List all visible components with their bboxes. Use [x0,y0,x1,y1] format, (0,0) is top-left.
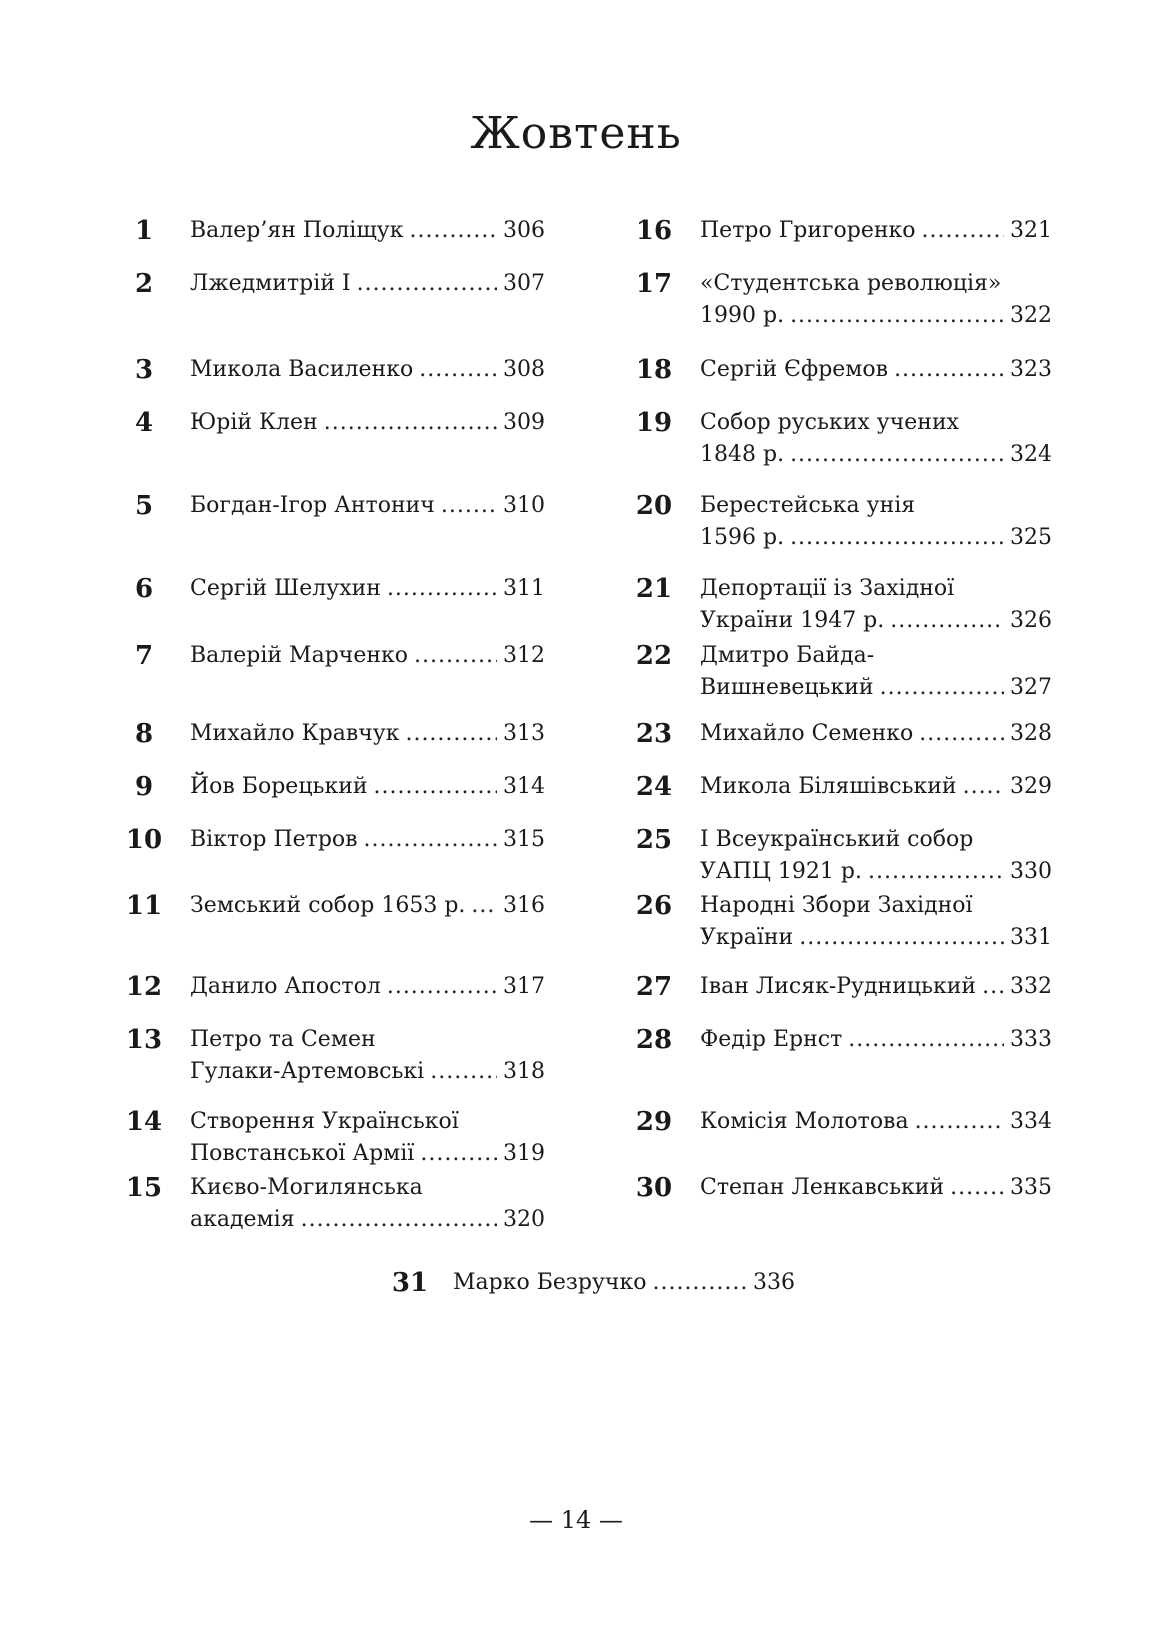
entry-number: 4 [134,408,154,438]
entry-number: 13 [125,1025,163,1055]
dot-leader [922,215,1004,247]
entry-page: 312 [503,643,545,668]
toc-entry[interactable] [700,718,1052,750]
entry-number: 10 [125,825,163,855]
entry-page: 316 [503,893,545,918]
entry-page: 310 [503,493,545,518]
entry-page: 336 [753,1270,795,1295]
entry-page: 315 [503,827,545,852]
dot-leader [409,215,497,247]
entry-number: 5 [134,491,154,521]
entry-title: Створення Української [190,1109,459,1134]
toc-entry[interactable] [700,771,1052,803]
toc-entry[interactable] [453,1267,795,1299]
entry-title: Земський собор 1653 р. [190,893,466,918]
entry-page: 311 [503,576,545,601]
toc-entry[interactable] [700,890,1052,954]
toc-entry[interactable] [190,1024,545,1088]
dot-leader [387,971,497,1003]
toc-entry[interactable] [700,573,1052,637]
entry-page: 329 [1010,774,1052,799]
dot-leader [652,1267,747,1299]
entry-title: України 1947 р. [700,608,885,633]
toc-entry[interactable] [190,1106,545,1170]
entry-page: 328 [1010,721,1052,746]
dot-leader [982,971,1004,1003]
toc-entry[interactable] [700,640,1052,704]
toc-entry[interactable] [700,354,1052,386]
toc-entry[interactable] [700,215,1052,247]
entry-page: 335 [1010,1175,1052,1200]
entry-title: Сергій Єфремов [700,357,889,382]
toc-entry[interactable] [700,407,1052,471]
toc-entry[interactable] [700,268,1052,332]
entry-page: 327 [1010,675,1052,700]
entry-title: Валер’ян Поліщук [190,218,404,243]
entry-number: 27 [635,972,673,1002]
entry-page: 322 [1010,303,1052,328]
toc-entry[interactable] [190,1172,545,1236]
entry-number: 31 [391,1268,429,1298]
dot-leader [963,771,1004,803]
entry-number: 29 [635,1107,673,1137]
entry-title: 1990 р. [700,303,785,328]
entry-number: 3 [134,355,154,385]
entry-title: 1596 р. [700,525,785,550]
dot-leader [868,856,1004,888]
dot-leader [471,890,497,922]
entry-number: 15 [125,1173,163,1203]
entry-title: Іван Лисяк-Рудницький [700,974,977,999]
entry-title: Степан Ленкавський [700,1175,945,1200]
entry-page: 318 [503,1059,545,1084]
toc-entry[interactable] [700,1106,1052,1138]
entry-number: 16 [635,216,673,246]
toc-entry[interactable] [190,573,545,605]
toc-entry[interactable] [190,490,545,522]
entry-title: Марко Безручко [453,1270,647,1295]
entry-title: Йов Борецький [190,774,368,799]
entry-title: Вишневецький [700,675,874,700]
toc-entry[interactable] [190,640,545,672]
entry-page: 323 [1010,357,1052,382]
toc-entry[interactable] [190,890,545,922]
entry-title: УАПЦ 1921 р. [700,859,862,884]
dot-leader [357,268,497,300]
entry-title: Петро та Семен [190,1027,376,1052]
entry-page: 326 [1010,608,1052,633]
toc-entry[interactable] [190,771,545,803]
dot-leader [848,1024,1004,1056]
dot-leader [799,922,1004,954]
toc-entry[interactable] [700,824,1052,888]
entry-title: Повстанської Армії [190,1141,415,1166]
entry-page: 325 [1010,525,1052,550]
entry-page: 333 [1010,1027,1052,1052]
entry-title: Народні Збори Західної [700,893,973,918]
entry-number: 20 [635,491,673,521]
entry-title: Дмитро Байда- [700,643,875,668]
entry-page: 332 [1010,974,1052,999]
entry-number: 26 [635,891,673,921]
entry-number: 9 [134,772,154,802]
entry-title: Юрій Клен [190,410,318,435]
entry-title: Микола Василенко [190,357,414,382]
dot-leader [405,718,497,750]
dot-leader [790,522,1004,554]
entry-number: 6 [134,574,154,604]
dot-leader [430,1056,497,1088]
entry-page: 330 [1010,859,1052,884]
dot-leader [441,490,497,522]
entry-page: 308 [503,357,545,382]
dot-leader [890,605,1004,637]
entry-title: Михайло Семенко [700,721,914,746]
toc-entry[interactable] [190,215,545,247]
page-title: Жовтень [470,108,682,159]
toc-entry[interactable] [700,1172,1052,1204]
entry-page: 334 [1010,1109,1052,1134]
entry-page: 331 [1010,925,1052,950]
entry-page: 309 [503,410,545,435]
entry-title: І Всеукраїнський собор [700,827,974,852]
entry-title: Михайло Кравчук [190,721,400,746]
page-number: — 14 — [529,1506,623,1534]
dot-leader [894,354,1004,386]
entry-number: 11 [125,891,163,921]
entry-title: Віктор Петров [190,827,358,852]
toc-entry[interactable] [190,268,545,300]
dot-leader [790,439,1004,471]
entry-number: 1 [134,216,154,246]
toc-entry[interactable] [700,1024,1052,1056]
entry-title: Сергій Шелухин [190,576,381,601]
entry-number: 19 [635,408,673,438]
entry-number: 18 [635,355,673,385]
toc-entry[interactable] [190,718,545,750]
entry-page: 319 [503,1141,545,1166]
entry-number: 8 [134,719,154,749]
entry-number: 25 [635,825,673,855]
entry-title: Комісія Молотова [700,1109,909,1134]
entry-title: Данило Апостол [190,974,381,999]
dot-leader [790,300,1004,332]
entry-title: Берестейська унія [700,493,916,518]
entry-title: України [700,925,794,950]
entry-number: 22 [635,641,673,671]
entry-number: 12 [125,972,163,1002]
entry-title: 1848 р. [700,442,785,467]
entry-page: 313 [503,721,545,746]
entry-title: Депортації із Західної [700,576,955,601]
toc-entry[interactable] [190,824,545,856]
toc-entry[interactable] [190,971,545,1003]
entry-page: 314 [503,774,545,799]
entry-number: 23 [635,719,673,749]
entry-title: Богдан-Ігор Антонич [190,493,435,518]
entry-page: 321 [1010,218,1052,243]
entry-page: 320 [503,1207,545,1232]
entry-page: 324 [1010,442,1052,467]
entry-number: 24 [635,772,673,802]
entry-title: Федір Ернст [700,1027,843,1052]
entry-number: 14 [125,1107,163,1137]
dot-leader [387,573,497,605]
entry-number: 28 [635,1025,673,1055]
entry-title: Собор руських учених [700,410,960,435]
entry-title: Києво-Могилянська [190,1175,423,1200]
dot-leader [950,1172,1004,1204]
dot-leader [919,718,1004,750]
entry-number: 17 [635,269,673,299]
entry-number: 7 [134,641,154,671]
dot-leader [880,672,1004,704]
entry-title: Петро Григоренко [700,218,916,243]
dot-leader [324,407,497,439]
toc-entry[interactable] [190,407,545,439]
dot-leader [364,824,497,856]
toc-entry[interactable] [190,354,545,386]
dot-leader [419,354,497,386]
entry-title: «Студентська революція» [700,271,1002,296]
entry-title: Лжедмитрій І [190,271,351,296]
entry-page: 317 [503,974,545,999]
entry-number: 2 [134,269,154,299]
entry-page: 306 [503,218,545,243]
entry-number: 30 [635,1173,673,1203]
entry-title: академія [190,1207,295,1232]
dot-leader [374,771,497,803]
dot-leader [915,1106,1004,1138]
dot-leader [414,640,497,672]
entry-page: 307 [503,271,545,296]
toc-entry[interactable] [700,971,1052,1003]
entry-title: Микола Біляшівський [700,774,957,799]
entry-title: Гулаки-Артемовські [190,1059,425,1084]
dot-leader [420,1138,497,1170]
dot-leader [301,1204,497,1236]
entry-title: Валерій Марченко [190,643,409,668]
entry-number: 21 [635,574,673,604]
toc-entry[interactable] [700,490,1052,554]
